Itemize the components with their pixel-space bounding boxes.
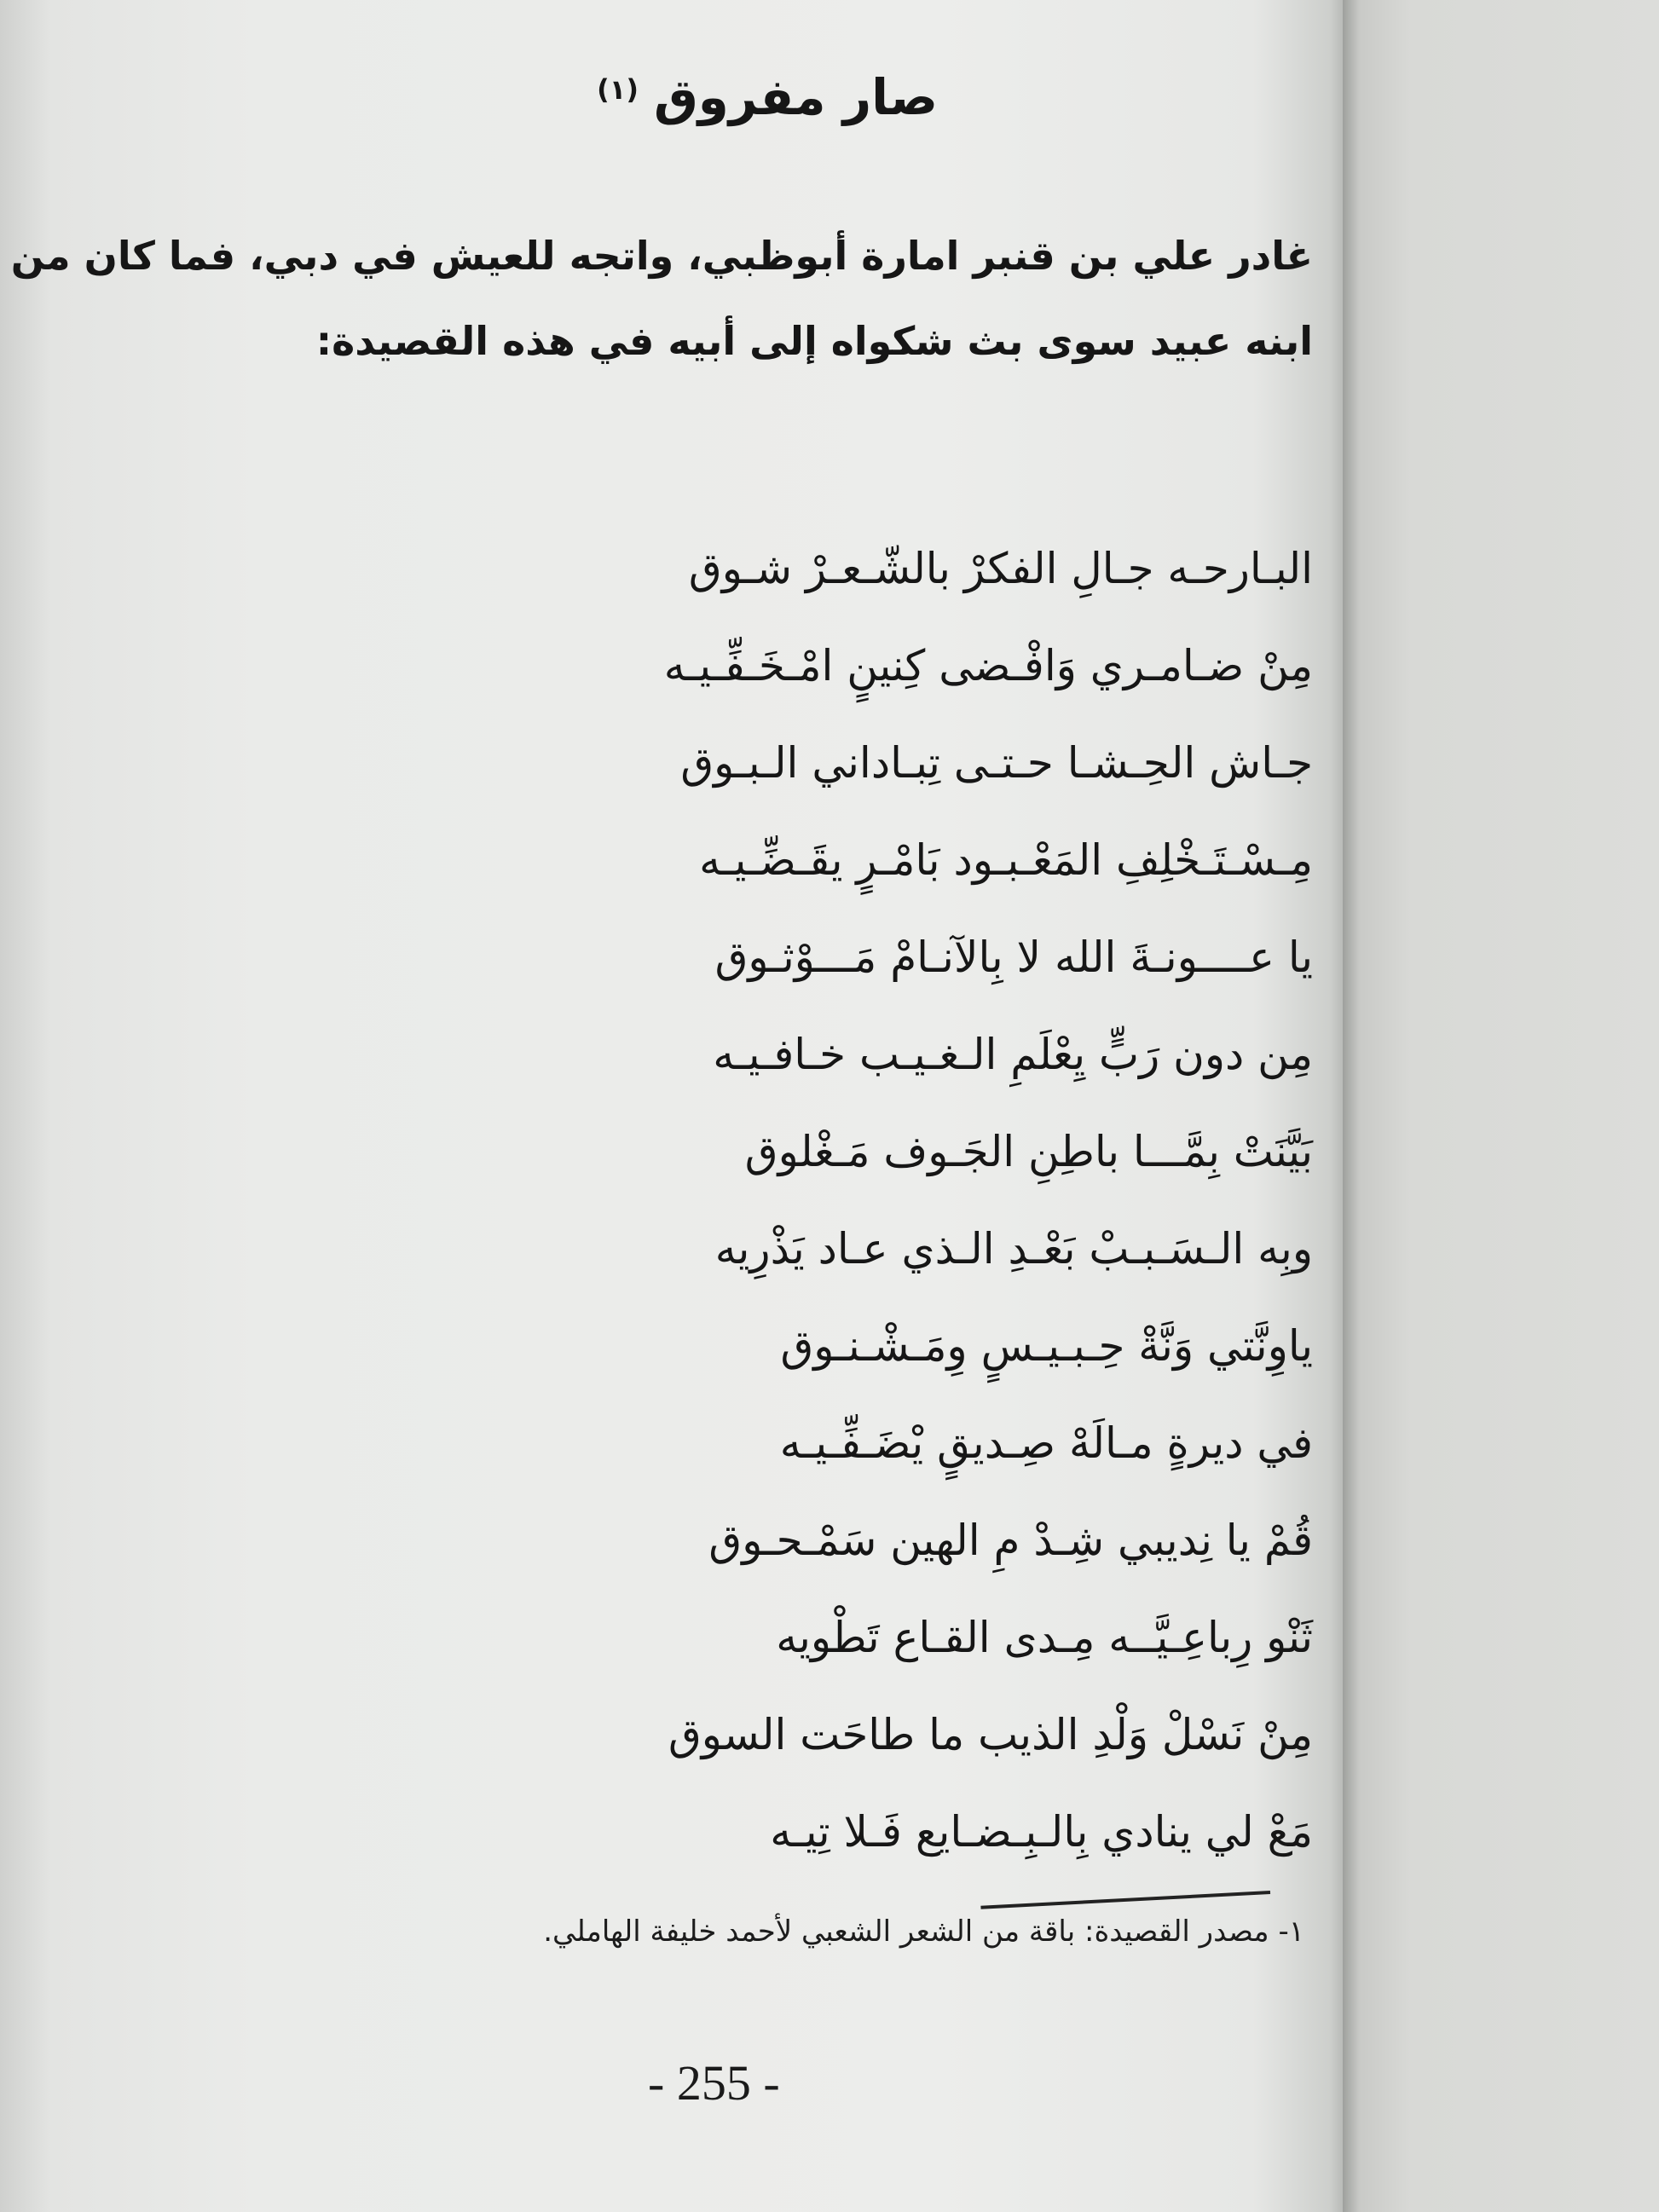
poem-verse: مَعْ لي ينادي بِالـبِـضـايع فَـلا تِيـه — [770, 1807, 1313, 1857]
intro-paragraph — [10, 213, 1313, 384]
poem-verse: بَيَّنَتْ بِمَّـــا باطِنِ الجَـوف مَـغْلوق — [744, 1127, 1313, 1176]
poem — [162, 520, 1313, 1880]
page-title: صار مفروق — [653, 68, 938, 126]
poem-verse: في ديرةٍ مـالَهْ صِـديقٍ يْضَـفِّـيـه — [779, 1418, 1313, 1468]
poem-verse: ياوِنَّتي وَنَّةْ حِـبـيـسٍ وِمَـشْـنـوق — [780, 1321, 1313, 1371]
poem-verse: جـاش الحِـشـا حـتـى تِبـاداني الـبـوق — [680, 738, 1313, 788]
poem-verse: يا عــــونـةَ الله لا بِالآنـامْ مَـــوْثـوق — [714, 933, 1313, 982]
poem-verse: مِـسْـتَـخْلِفِ المَعْـبـود بَامْـرٍ يقَـضِّـيـه — [699, 835, 1313, 885]
intro-line: غادر علي بن قنبر امارة أبوظبي، واتجه للعيش في دبي، فما كان من — [10, 233, 1313, 279]
poem-verse: وبِه الـسَـبـبْ بَعْـدِ الـذي عـاد يَذْرِيه — [714, 1224, 1313, 1273]
poem-verse: البـارحـه جـالِ الفكرْ بالشّـعـرْ شـوق — [688, 544, 1313, 593]
page-content — [10, 0, 1313, 2212]
title-row — [597, 68, 938, 128]
poem-verse: قُمْ يا نِديبي شِـدْ مِ الهين سَمْـحـوق — [708, 1516, 1313, 1565]
poem-verse: ثَنْو رِباعِـيَّــه مِـدى القـاع تَطْويه — [776, 1613, 1313, 1662]
title-footnote-marker: (١) — [597, 73, 639, 106]
footnote — [543, 1908, 1304, 1955]
poem-verse: مِنْ ضـامـري وَافْـضى كِنينٍ امْـخَـفِّـيـه — [663, 641, 1313, 690]
page-number-text: - 255 - — [648, 2055, 780, 2111]
footnote-text: ١- مصدر القصيدة: باقة من الشعر الشعبي لأحمد خليفة الهاملي. — [543, 1915, 1304, 1949]
page-number — [648, 2054, 780, 2111]
facing-page-edge — [1343, 0, 1659, 2212]
intro-line: ابنه عبيد سوى بث شكواه إلى أبيه في هذه القصيدة: — [315, 318, 1313, 364]
poem-verse: مِنْ نَسْلْ وَلْدِ الذيب ما طاحَت السوق — [668, 1710, 1313, 1759]
poem-verse: مِن دون رَبٍّ يِعْلَمِ الـغـيـب خـافـيـه — [713, 1030, 1313, 1079]
